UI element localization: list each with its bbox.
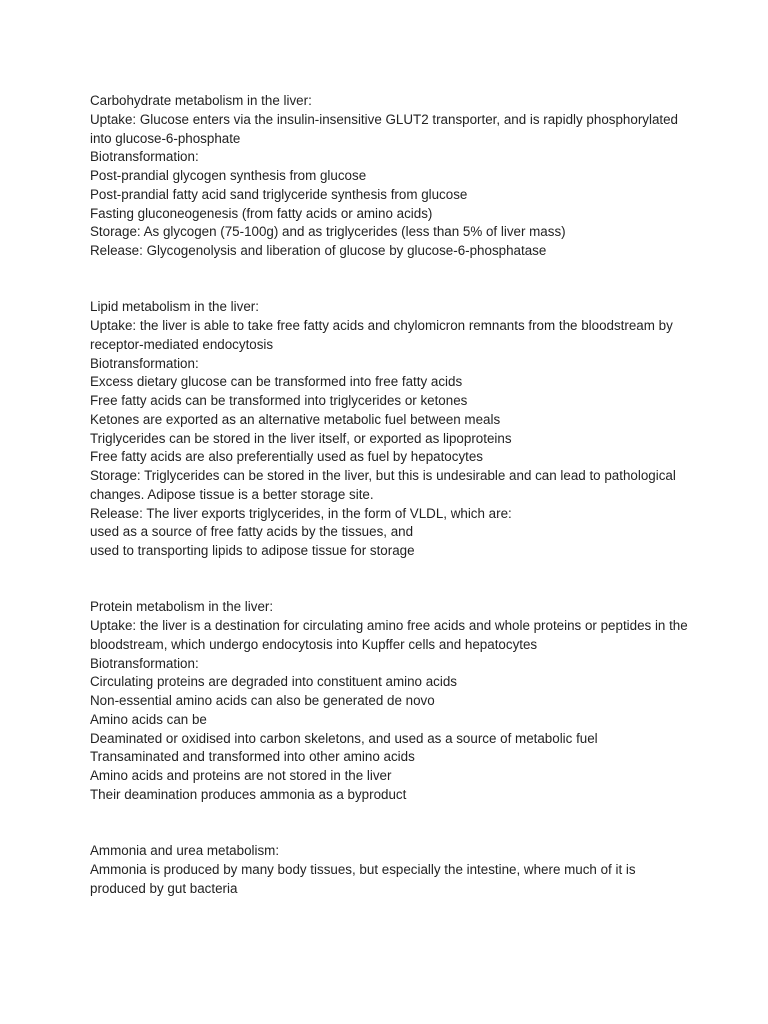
text-line: Biotransformation: bbox=[90, 355, 199, 371]
text-line: Uptake: Glucose enters via the insulin-insensitive GLUT2 transporter, and is rapidly phosphorylated into glucose-6-phosphate bbox=[90, 111, 679, 146]
text-line: Excess dietary glucose can be transformed into free fatty acids bbox=[90, 374, 463, 390]
text-line: Storage: Triglycerides can be stored in the liver, but this is undesirable and can lead to pathological changes. Adipose tissue is a better storage site. bbox=[90, 468, 676, 502]
text-line: Triglycerides can be stored in the liver itself, or exported as lipoproteins bbox=[90, 430, 512, 446]
text-line: Uptake: the liver is able to take free fatty acids and chylomicron remnants from the bloodstream by receptor-mediated endocytosis bbox=[90, 318, 673, 352]
text-line: Deaminated or oxidised into carbon skeletons, and used as a source of metabolic fuel bbox=[90, 730, 598, 746]
text-line: Their deamination produces ammonia as a byproduct bbox=[90, 786, 407, 802]
section-heading: Protein metabolism in the liver: bbox=[90, 599, 274, 615]
text-line: used to transporting lipids to adipose tissue for storage bbox=[90, 543, 415, 558]
text-line: Post-prandial glycogen synthesis from glucose bbox=[90, 168, 367, 183]
text-line: Release: Glycogenolysis and liberation of glucose by glucose-6-phosphatase bbox=[90, 243, 547, 258]
text-line: used as a source of free fatty acids by the tissues, and bbox=[90, 524, 414, 540]
section-protein-metabolism bbox=[90, 598, 690, 804]
text-line: Ketones are exported as an alternative metabolic fuel between meals bbox=[90, 411, 501, 427]
text-line: Free fatty acids can be transformed into triglycerides or ketones bbox=[90, 393, 468, 408]
document-body bbox=[90, 92, 690, 898]
text-line: Biotransformation: bbox=[90, 149, 199, 165]
section-heading: Carbohydrate metabolism in the liver: bbox=[90, 93, 312, 108]
text-line: Ammonia is produced by many body tissues, but especially the intestine, where much of it is produced by gut bacteria bbox=[90, 861, 636, 896]
text-line: Circulating proteins are degraded into constituent amino acids bbox=[90, 674, 457, 690]
text-line: Amino acids can be bbox=[90, 711, 207, 727]
text-line: Free fatty acids are also preferentially used as fuel by hepatocytes bbox=[90, 449, 484, 465]
section-heading: Ammonia and urea metabolism: bbox=[90, 843, 280, 858]
text-line: Non-essential amino acids can also be generated de novo bbox=[90, 693, 435, 708]
section-lipid-metabolism bbox=[90, 298, 690, 561]
text-line: Storage: As glycogen (75-100g) and as triglycerides (less than 5% of liver mass) bbox=[90, 224, 566, 240]
section-heading: Lipid metabolism in the liver: bbox=[90, 299, 259, 315]
text-line: Post-prandial fatty acid sand triglyceride synthesis from glucose bbox=[90, 186, 468, 202]
text-line: Transaminated and transformed into other amino acids bbox=[90, 749, 415, 765]
section-ammonia-urea-metabolism bbox=[90, 842, 690, 898]
section-carbohydrate-metabolism bbox=[90, 92, 690, 261]
text-line: Biotransformation: bbox=[90, 655, 199, 671]
text-line: Fasting gluconeogenesis (from fatty acids or amino acids) bbox=[90, 205, 433, 221]
text-line: Amino acids and proteins are not stored in the liver bbox=[90, 768, 392, 783]
text-line: Uptake: the liver is a destination for circulating amino free acids and whole proteins or peptides in the bloodstream, which undergo endocytosis into Kupffer cells and hepatocytes bbox=[90, 618, 688, 652]
text-line: Release: The liver exports triglycerides, in the form of VLDL, which are: bbox=[90, 505, 512, 521]
